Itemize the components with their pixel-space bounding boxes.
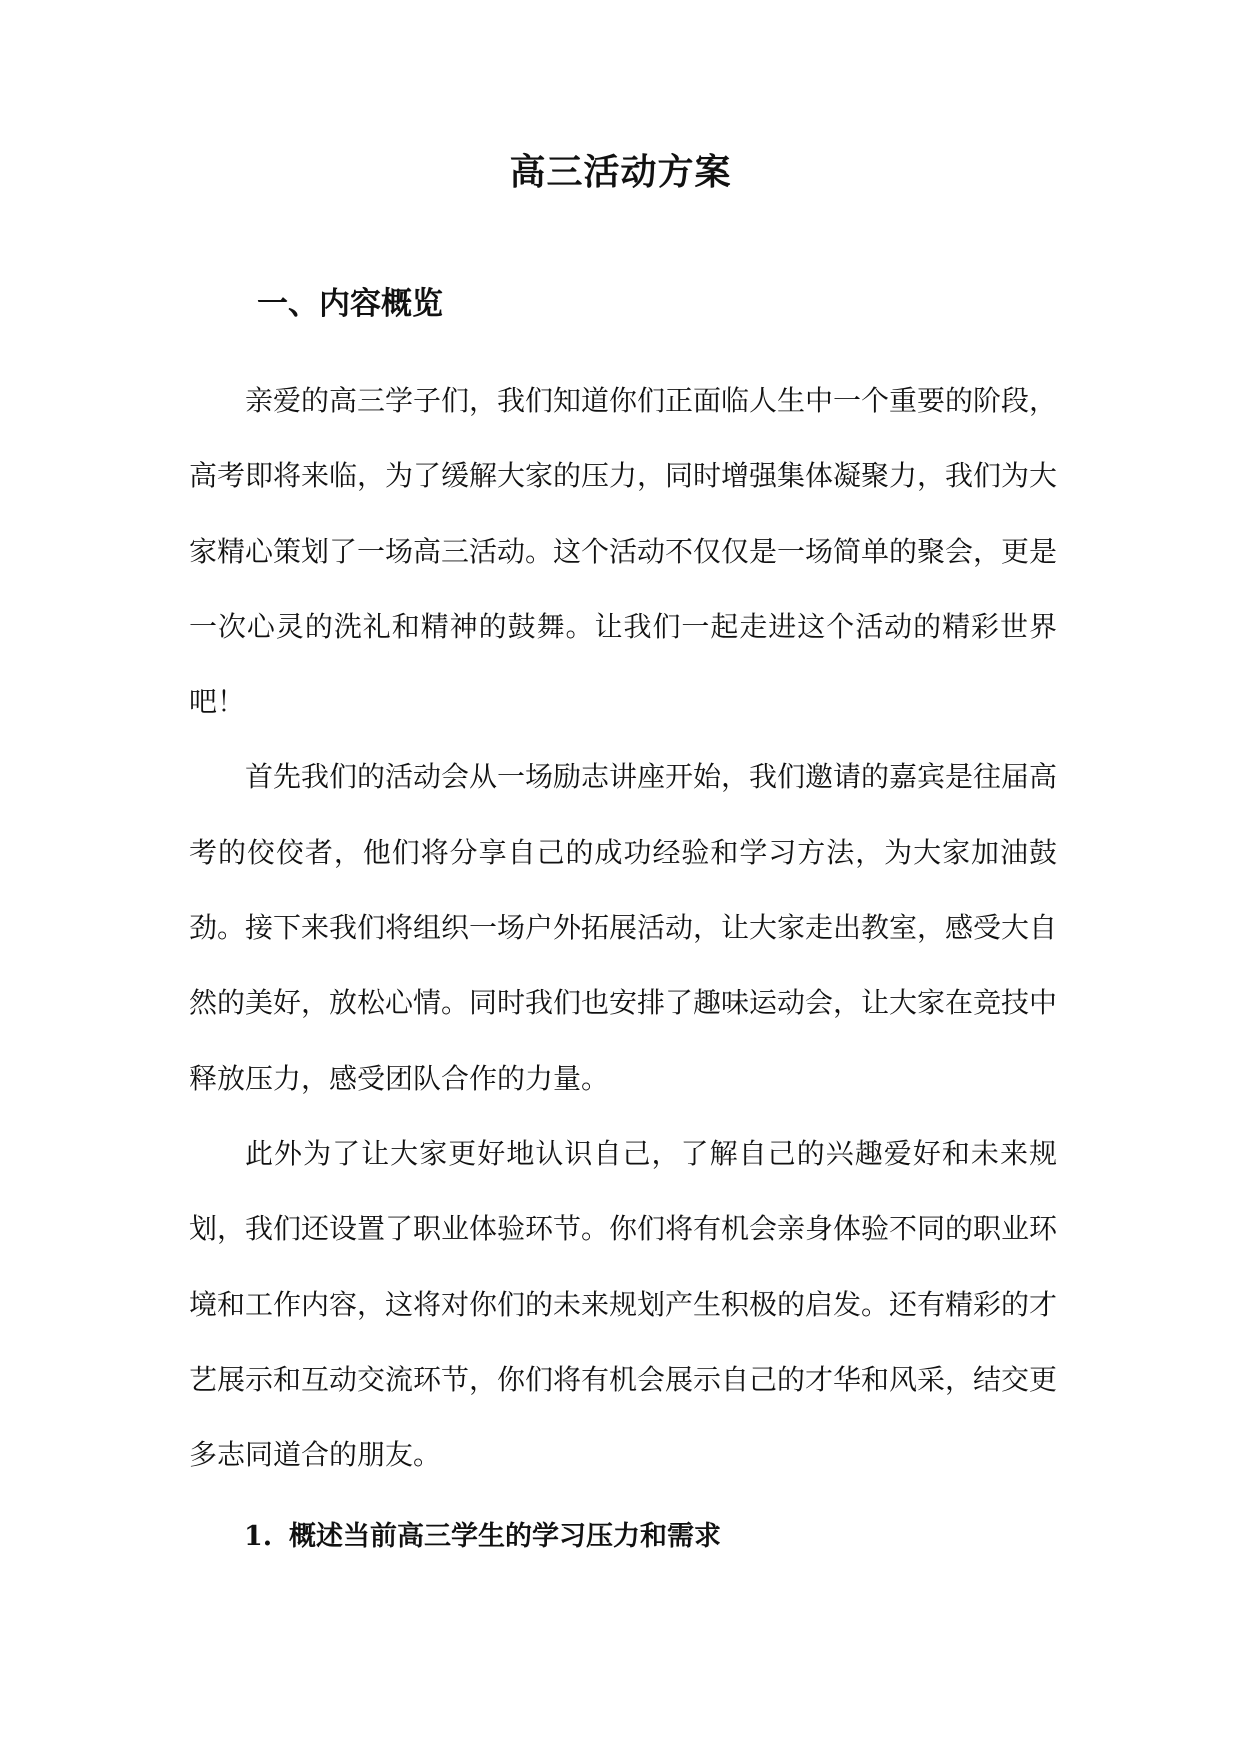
subheading-text: 概述当前高三学生的学习压力和需求: [289, 1521, 721, 1552]
subheading-number: 1.: [244, 1521, 273, 1552]
paragraph-intro: 亲爱的高三学子们，我们知道你们正面临人生中一个重要的阶段，高考即将来临，为了缓解大家的压力，同时增强集体凝聚力，我们为大家精心策划了一场高三活动。这个活动不仅仅是一场简单的聚会，更是一次心灵的洗礼和精神的鼓舞。让我们一起走进这个活动的精彩世界吧！: [189, 384, 1058, 719]
subheading: [244, 1517, 721, 1557]
paragraph-activities: 首先我们的活动会从一场励志讲座开始，我们邀请的嘉宾是往届高考的佼佼者，他们将分享自己的成功经验和学习方法，为大家加油鼓劲。接下来我们将组织一场户外拓展活动，让大家走出教室，感受大自然的美好，放松心情。同时我们也安排了趣味运动会，让大家在竞技中释放压力，感受团队合作的力量。: [189, 760, 1058, 1095]
paragraph-career: 此外为了让大家更好地认识自己，了解自己的兴趣爱好和未来规划，我们还设置了职业体验环节。你们将有机会亲身体验不同的职业环境和工作内容，这将对你们的未来规划产生积极的启发。还有精彩的才艺展示和互动交流环节，你们将有机会展示自己的才华和风采，结交更多志同道合的朋友。: [189, 1136, 1058, 1472]
section-heading: 一、内容概览: [257, 286, 443, 322]
document-title: 高三活动方案: [509, 151, 732, 193]
document-body: [189, 363, 1057, 1492]
